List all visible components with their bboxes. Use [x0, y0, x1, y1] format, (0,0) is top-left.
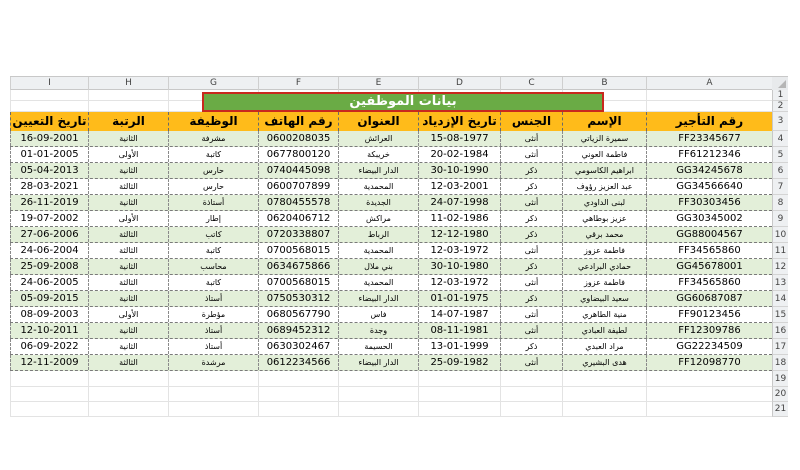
table-cell[interactable]: الأولى	[88, 211, 168, 226]
table-cell[interactable]: الأولى	[88, 147, 168, 162]
table-cell[interactable]: الثالثة	[88, 355, 168, 370]
table-cell[interactable]: 15-08-1977	[418, 131, 500, 146]
table-cell[interactable]: أنثى	[500, 195, 562, 210]
table-cell[interactable]: 27-06-2006	[10, 227, 88, 242]
empty-row	[10, 387, 772, 402]
table-cell[interactable]: ذكر	[500, 179, 562, 194]
table-cell[interactable]: مراد العبدي	[562, 339, 646, 354]
header-cell[interactable]: العنوان	[338, 112, 418, 131]
table-cell[interactable]: عزيز بوطاهي	[562, 211, 646, 226]
table-cell[interactable]: 0750530312	[258, 291, 338, 306]
table-cell[interactable]: 01-01-2005	[10, 147, 88, 162]
table-cell[interactable]: 0634675866	[258, 259, 338, 274]
table-row	[10, 211, 772, 227]
table-cell[interactable]: 12-03-2001	[418, 179, 500, 194]
table-row	[10, 163, 772, 179]
column-header-e[interactable]: E	[338, 77, 418, 90]
table-cell[interactable]: GG30345002	[646, 211, 772, 226]
table-cell[interactable]: هدى البشيري	[562, 355, 646, 370]
column-header-h[interactable]: H	[88, 77, 168, 90]
table-cell[interactable]: GG88004567	[646, 227, 772, 242]
table-cell[interactable]: فاطمة العوني	[562, 147, 646, 162]
empty-cell[interactable]	[500, 402, 562, 417]
empty-cell[interactable]	[418, 402, 500, 417]
table-cell[interactable]: GG60687087	[646, 291, 772, 306]
empty-cell[interactable]	[10, 371, 88, 387]
empty-cell[interactable]	[258, 371, 338, 387]
column-header-row	[10, 76, 788, 90]
table-cell[interactable]: منية الطاهري	[562, 307, 646, 322]
empty-cell[interactable]	[646, 402, 772, 417]
table-cell[interactable]: الثانية	[88, 131, 168, 146]
table-cell[interactable]: أنثى	[500, 243, 562, 258]
row-header-12[interactable]: 12	[772, 259, 788, 275]
header-cell[interactable]: الوظيفة	[168, 112, 258, 131]
empty-cell[interactable]	[338, 402, 418, 417]
row-header-16[interactable]: 16	[772, 323, 788, 339]
table-cell[interactable]: FF12309786	[646, 323, 772, 338]
table-cell[interactable]: ذكر	[500, 211, 562, 226]
table-cell[interactable]: 28-03-2021	[10, 179, 88, 194]
table-cell[interactable]: FF12098770	[646, 355, 772, 370]
table-row	[10, 339, 772, 355]
table-cell[interactable]: 12-03-1972	[418, 275, 500, 290]
table-cell[interactable]: الثانية	[88, 323, 168, 338]
table-cell[interactable]: 01-01-1975	[418, 291, 500, 306]
table-cell[interactable]: 30-10-1990	[418, 163, 500, 178]
empty-cell[interactable]	[500, 371, 562, 387]
table-cell[interactable]: الثانية	[88, 163, 168, 178]
empty-cell[interactable]	[338, 371, 418, 387]
table-cell[interactable]: 0689452312	[258, 323, 338, 338]
table-cell[interactable]: أنثى	[500, 275, 562, 290]
table-cell[interactable]: ذكر	[500, 163, 562, 178]
table-cell[interactable]: الدار البيضاء	[338, 163, 418, 178]
empty-row	[10, 402, 772, 417]
table-cell[interactable]: الثالثة	[88, 179, 168, 194]
table-cell[interactable]: 30-10-1980	[418, 259, 500, 274]
table-row	[10, 323, 772, 339]
column-header-i[interactable]: I	[10, 77, 88, 90]
table-cell[interactable]: المحمدية	[338, 243, 418, 258]
empty-cell[interactable]	[88, 402, 168, 417]
column-header-a[interactable]: A	[646, 77, 772, 90]
table-cell[interactable]: عبد العزيز رؤوف	[562, 179, 646, 194]
select-all-corner[interactable]	[772, 77, 788, 90]
empty-cell[interactable]	[258, 402, 338, 417]
table-cell[interactable]: أنثى	[500, 307, 562, 322]
header-cell[interactable]: الإسم	[562, 112, 646, 131]
empty-cell[interactable]	[646, 387, 772, 402]
table-cell[interactable]: GG34566640	[646, 179, 772, 194]
table-cell[interactable]: 0612234566	[258, 355, 338, 370]
table-cell[interactable]: 24-06-2004	[10, 243, 88, 258]
row-header-19[interactable]: 19	[772, 371, 788, 387]
table-cell[interactable]: محمد برقي	[562, 227, 646, 242]
sheet-title-cell[interactable]: بيانات الموظفين	[202, 92, 604, 112]
table-cell[interactable]: أنثى	[500, 147, 562, 162]
table-cell[interactable]: حارس	[168, 179, 258, 194]
row-header-15[interactable]: 15	[772, 307, 788, 323]
row-header-1[interactable]: 1	[772, 90, 788, 101]
table-cell[interactable]: FF23345677	[646, 131, 772, 146]
table-cell[interactable]: 0600707899	[258, 179, 338, 194]
row-header-10[interactable]: 10	[772, 227, 788, 243]
table-cell[interactable]: 13-01-1999	[418, 339, 500, 354]
table-cell[interactable]: حارس	[168, 163, 258, 178]
empty-cell[interactable]	[168, 402, 258, 417]
table-cell[interactable]: فاطمة عزوز	[562, 275, 646, 290]
table-cell[interactable]: فاطمة عزوز	[562, 243, 646, 258]
table-cell[interactable]: 12-10-2011	[10, 323, 88, 338]
empty-cell[interactable]	[562, 387, 646, 402]
table-cell[interactable]: مرشدة	[168, 355, 258, 370]
table-cell[interactable]: 25-09-2008	[10, 259, 88, 274]
table-cell[interactable]: ابراهيم الكاسومي	[562, 163, 646, 178]
column-header-c[interactable]: C	[500, 77, 562, 90]
table-cell[interactable]: 0677800120	[258, 147, 338, 162]
table-cell[interactable]: FF34565860	[646, 243, 772, 258]
empty-cell[interactable]	[10, 90, 88, 101]
table-cell[interactable]: الثانية	[88, 339, 168, 354]
row-header-9[interactable]: 9	[772, 211, 788, 227]
table-cell[interactable]: FF90123456	[646, 307, 772, 322]
table-cell[interactable]: 24-07-1998	[418, 195, 500, 210]
row-header-2[interactable]: 2	[772, 101, 788, 112]
row-header-6[interactable]: 6	[772, 163, 788, 179]
table-row	[10, 307, 772, 323]
empty-cell[interactable]	[418, 387, 500, 402]
table-cell[interactable]: 08-11-1981	[418, 323, 500, 338]
table-cell[interactable]: 0720338807	[258, 227, 338, 242]
table-cell[interactable]: 0620406712	[258, 211, 338, 226]
table-row	[10, 147, 772, 163]
row-header-7[interactable]: 7	[772, 179, 788, 195]
empty-row	[10, 371, 772, 387]
empty-cell[interactable]	[10, 387, 88, 402]
table-cell[interactable]: الأولى	[88, 307, 168, 322]
header-cell[interactable]: رقم التأجير	[646, 112, 772, 131]
table-cell[interactable]: كاتبة	[168, 243, 258, 258]
empty-cell[interactable]	[168, 387, 258, 402]
table-cell[interactable]: 0600208035	[258, 131, 338, 146]
table-row	[10, 259, 772, 275]
table-cell[interactable]: 19-07-2002	[10, 211, 88, 226]
table-cell[interactable]: سعيد البيضاوي	[562, 291, 646, 306]
empty-cell[interactable]	[168, 371, 258, 387]
table-cell[interactable]: أستاذة	[168, 195, 258, 210]
table-cell[interactable]: 05-09-2015	[10, 291, 88, 306]
row-header-13[interactable]: 13	[772, 275, 788, 291]
table-cell[interactable]: الدار البيضاء	[338, 291, 418, 306]
table-cell[interactable]: 12-03-1972	[418, 243, 500, 258]
table-cell[interactable]: الثالثة	[88, 243, 168, 258]
table-cell[interactable]: 24-06-2005	[10, 275, 88, 290]
row-header-14[interactable]: 14	[772, 291, 788, 307]
row-header-21[interactable]: 21	[772, 402, 788, 417]
row-header-20[interactable]: 20	[772, 387, 788, 402]
table-cell[interactable]: FF61212346	[646, 147, 772, 162]
table-cell[interactable]: كاتبة	[168, 275, 258, 290]
table-cell[interactable]: 11-02-1986	[418, 211, 500, 226]
column-header-d[interactable]: D	[418, 77, 500, 90]
table-cell[interactable]: 12-12-1980	[418, 227, 500, 242]
table-cell[interactable]: المحمدية	[338, 179, 418, 194]
table-cell[interactable]: 0700568015	[258, 275, 338, 290]
table-cell[interactable]: المحمدية	[338, 275, 418, 290]
empty-cell[interactable]	[88, 387, 168, 402]
empty-cell[interactable]	[646, 90, 772, 101]
table-cell[interactable]: لبنى الداودي	[562, 195, 646, 210]
table-cell[interactable]: إطار	[168, 211, 258, 226]
table-cell[interactable]: 0700568015	[258, 243, 338, 258]
row-header-18[interactable]: 18	[772, 355, 788, 371]
table-cell[interactable]: لطيفة العبادي	[562, 323, 646, 338]
row-header-4[interactable]: 4	[772, 131, 788, 147]
empty-cell[interactable]	[646, 371, 772, 387]
table-cell[interactable]: FF30303456	[646, 195, 772, 210]
table-cell[interactable]: 16-09-2001	[10, 131, 88, 146]
column-header-f[interactable]: F	[258, 77, 338, 90]
table-row	[10, 195, 772, 211]
header-cell[interactable]: الجنس	[500, 112, 562, 131]
table-cell[interactable]: مراكش	[338, 211, 418, 226]
row-header-8[interactable]: 8	[772, 195, 788, 211]
row-header-3[interactable]: 3	[772, 112, 788, 131]
empty-cell[interactable]	[88, 371, 168, 387]
table-cell[interactable]: 26-11-2019	[10, 195, 88, 210]
header-cell[interactable]: تاريخ التعيين	[10, 112, 88, 131]
table-cell[interactable]: ذكر	[500, 291, 562, 306]
table-cell[interactable]: GG34245678	[646, 163, 772, 178]
table-cell[interactable]: حمادي البرادعي	[562, 259, 646, 274]
table-cell[interactable]: الدار البيضاء	[338, 355, 418, 370]
table-cell[interactable]: أستاذ	[168, 291, 258, 306]
table-cell[interactable]: ذكر	[500, 227, 562, 242]
table-cell[interactable]: الجديدة	[338, 195, 418, 210]
table-row	[10, 291, 772, 307]
row-header-5[interactable]: 5	[772, 147, 788, 163]
table-cell[interactable]: أنثى	[500, 131, 562, 146]
table-cell[interactable]: خريبكة	[338, 147, 418, 162]
table-cell[interactable]: 06-09-2022	[10, 339, 88, 354]
empty-cell[interactable]	[10, 402, 88, 417]
column-header-b[interactable]: B	[562, 77, 646, 90]
table-cell[interactable]: الثانية	[88, 259, 168, 274]
table-cell[interactable]: الثالثة	[88, 275, 168, 290]
table-cell[interactable]: 0680567790	[258, 307, 338, 322]
header-cell[interactable]: رقم الهاتف	[258, 112, 338, 131]
table-row	[10, 227, 772, 243]
table-cell[interactable]: الحسيمة	[338, 339, 418, 354]
table-cell[interactable]: 25-09-1982	[418, 355, 500, 370]
row-header-17[interactable]: 17	[772, 339, 788, 355]
table-cell[interactable]: 0780455578	[258, 195, 338, 210]
header-row	[10, 112, 772, 131]
column-header-g[interactable]: G	[168, 77, 258, 90]
table-cell[interactable]: 08-09-2003	[10, 307, 88, 322]
table-cell[interactable]: 20-02-1984	[418, 147, 500, 162]
table-cell[interactable]: فاس	[338, 307, 418, 322]
empty-cell[interactable]	[418, 371, 500, 387]
table-cell[interactable]: GG22234509	[646, 339, 772, 354]
table-cell[interactable]: محاسب	[168, 259, 258, 274]
empty-cell[interactable]	[10, 101, 88, 112]
table-cell[interactable]: الرباط	[338, 227, 418, 242]
table-cell[interactable]: الثانية	[88, 195, 168, 210]
empty-cell[interactable]	[562, 402, 646, 417]
table-row	[10, 131, 772, 147]
header-cell[interactable]: الرتبة	[88, 112, 168, 131]
header-cell[interactable]: تاريخ الإزدياد	[418, 112, 500, 131]
table-cell[interactable]: كاتبة	[168, 147, 258, 162]
table-cell[interactable]: الثانية	[88, 291, 168, 306]
table-cell[interactable]: FF34565860	[646, 275, 772, 290]
table-cell[interactable]: 14-07-1987	[418, 307, 500, 322]
empty-cell[interactable]	[88, 90, 168, 101]
table-row	[10, 243, 772, 259]
table-cell[interactable]: أستاذ	[168, 323, 258, 338]
table-row	[10, 355, 772, 371]
table-cell[interactable]: أنثى	[500, 323, 562, 338]
empty-cell[interactable]	[88, 101, 168, 112]
table-cell[interactable]: وجدة	[338, 323, 418, 338]
table-cell[interactable]: GG45678001	[646, 259, 772, 274]
table-cell[interactable]: ذكر	[500, 339, 562, 354]
table-cell[interactable]: 0630302467	[258, 339, 338, 354]
table-cell[interactable]: أستاذ	[168, 339, 258, 354]
table-cell[interactable]: 0740445098	[258, 163, 338, 178]
table-cell[interactable]: كاتب	[168, 227, 258, 242]
table-cell[interactable]: أنثى	[500, 355, 562, 370]
empty-cell[interactable]	[646, 101, 772, 112]
empty-cell[interactable]	[562, 371, 646, 387]
table-cell[interactable]: مشرفة	[168, 131, 258, 146]
empty-cell[interactable]	[338, 387, 418, 402]
table-cell[interactable]: سميرة الزياتي	[562, 131, 646, 146]
table-cell[interactable]: العرائش	[338, 131, 418, 146]
table-row	[10, 179, 772, 195]
table-cell[interactable]: بني ملال	[338, 259, 418, 274]
empty-cell[interactable]	[500, 387, 562, 402]
table-cell[interactable]: 05-04-2013	[10, 163, 88, 178]
table-cell[interactable]: 12-11-2009	[10, 355, 88, 370]
table-cell[interactable]: الثالثة	[88, 227, 168, 242]
row-header-11[interactable]: 11	[772, 243, 788, 259]
spreadsheet-grid[interactable]	[10, 76, 788, 414]
table-cell[interactable]: مؤطرة	[168, 307, 258, 322]
empty-cell[interactable]	[258, 387, 338, 402]
table-row	[10, 275, 772, 291]
table-cell[interactable]: ذكر	[500, 259, 562, 274]
